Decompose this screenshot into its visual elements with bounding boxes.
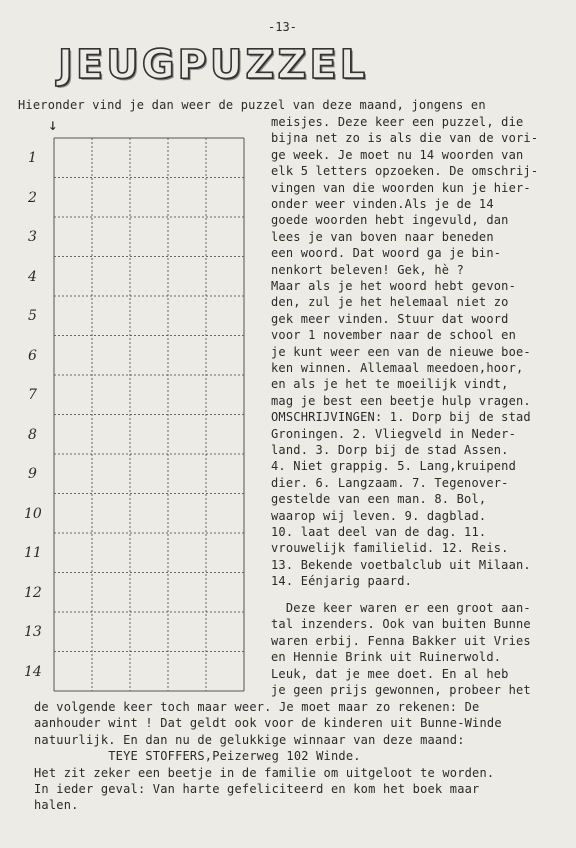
text-line: 10. laat deel van de dag. 11. [271, 525, 487, 539]
text-line: gek meer vinden. Stuur dat woord [271, 311, 509, 326]
text-line: je geen prijs gewonnen, probeer het [271, 683, 531, 697]
row-number: 14 [24, 663, 42, 680]
row-number: 4 [28, 268, 37, 285]
row-number: 5 [28, 308, 37, 324]
text-line: de volgende keer toch maar weer. Je moet maar zo rekenen: De [34, 700, 480, 714]
row-number: 10 [24, 505, 42, 522]
text-line: 13. Bekende voetbalclub uit Milaan. [271, 557, 531, 572]
row-number: 13 [24, 624, 42, 640]
text-line: OMSCHRIJVINGEN: 1. Dorp bij de stad [271, 410, 531, 425]
page-title: JEUGPUZZEL [58, 42, 369, 88]
text-line: mag je best een beetje hulp vragen. [271, 393, 531, 408]
row-number: 11 [24, 545, 42, 561]
text-line: en als je het te moeilijk vindt, [271, 377, 509, 392]
text-line: TEYE STOFFERS,Peizerweg 102 Winde. [34, 749, 361, 764]
text-line: dier. 6. Langzaam. 7. Tegenover- [271, 475, 509, 490]
text-line: land. 3. Dorp bij de stad Assen. [271, 443, 509, 457]
row-number: 8 [28, 426, 37, 443]
text-line: waarop wij leven. 9. dagblad. [271, 508, 487, 523]
text-line: je kunt weer een van de nieuwe boe- [271, 344, 531, 359]
text-line: tal inzenders. Ook van buiten Bunne [271, 617, 531, 632]
text-line: vrouwelijk familielid. 12. Reis. [271, 541, 509, 556]
text-line: en Hennie Brink uit Ruinerwold. [271, 650, 502, 665]
text-line: ken winnen. Allemaal meedoen,hoor, [271, 361, 524, 375]
row-number: 6 [28, 347, 37, 364]
row-number: 7 [28, 387, 37, 403]
text-line: gestelde van een man. 8. Bol, [271, 492, 487, 507]
text-line: voor 1 november naar de school en [271, 328, 517, 343]
row-number: 3 [28, 229, 37, 245]
text-line: natuurlijk. En dan nu de gelukkige winnaar van deze maand: [34, 732, 465, 747]
intro-line: Hieronder vind je dan weer de puzzel van deze maand, jongens en [18, 98, 486, 112]
text-line: lees je van boven naar beneden [271, 229, 494, 244]
text-line: aanhouder wint ! Dat geldt ook voor de kinderen uit Bunne-Winde [34, 716, 502, 731]
text-line: goede woorden hebt ingevuld, dan [271, 213, 509, 228]
text-line: Maar als je het woord hebt gevon- [271, 279, 517, 293]
text-line: waren erbij. Fenna Bakker uit Vries [271, 633, 531, 648]
row-number: 9 [28, 466, 37, 482]
row-number: 2 [28, 189, 37, 206]
text-line: halen. [34, 798, 79, 813]
text-line: Groningen. 2. Vliegveld in Neder- [271, 426, 517, 441]
text-line: een woord. Dat woord ga je bin- [271, 246, 502, 261]
text-line: 14. Eénjarig paard. [271, 574, 413, 589]
heading-banner [44, 36, 369, 96]
text-line: ge week. Je moet nu 14 woorden van [271, 147, 524, 162]
text-line: nenkort beleven! Gek, hè ? [271, 262, 465, 277]
row-number: 1 [28, 150, 37, 166]
text-line: vingen van die woorden kun je hier- [271, 180, 531, 195]
text-line: onder weer vinden.Als je de 14 [271, 197, 494, 211]
text-line: bijna net zo is als die van de vori- [271, 131, 539, 146]
text-line: elk 5 letters opzoeken. De omschrij- [271, 164, 539, 179]
row-number: 12 [24, 584, 42, 601]
text-line: In ieder geval: Van harte gefeliciteerd en kom het boek maar [34, 782, 480, 796]
text-line: meisjes. Deze keer een puzzel, die [271, 115, 524, 129]
down-arrow-icon: ↓ [48, 115, 58, 134]
text-line: Deze keer waren er een groot aan- [271, 601, 531, 615]
text-line: 4. Niet grappig. 5. Lang,kruipend [271, 459, 517, 474]
puzzle-grid [46, 136, 256, 696]
text-line: Leuk, dat je mee doet. En al heb [271, 666, 509, 681]
text-line: Het zit zeker een beetje in de familie om uitgeloot te worden. [34, 765, 495, 780]
text-line: den, zul je het helemaal niet zo [271, 295, 509, 310]
page-number: -13- [268, 20, 297, 34]
